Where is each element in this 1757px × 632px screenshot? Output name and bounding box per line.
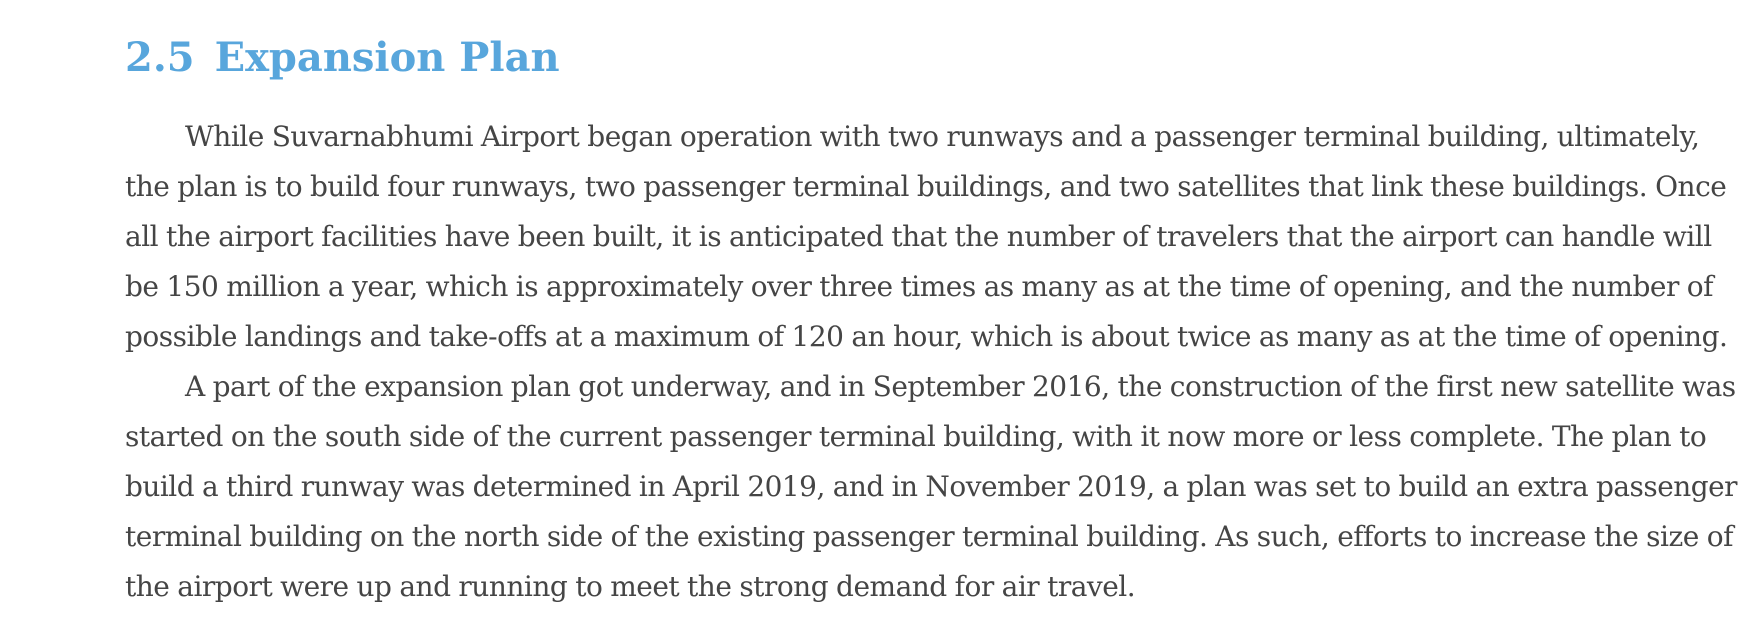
paragraph-line: the airport were up and running to meet the strong demand for air travel. [125, 570, 1136, 603]
section-heading [125, 28, 560, 88]
paragraph-line: terminal building on the north side of the existing passenger terminal building. As such, efforts to increase the size of [125, 520, 1733, 553]
section-number: 2.5 [125, 34, 195, 81]
paragraph-line: started on the south side of the current passenger terminal building, with it now more or less complete. The plan to [125, 420, 1707, 453]
paragraph-line: the plan is to build four runways, two passenger terminal buildings, and two satellites that link these buildings. Once [125, 170, 1727, 203]
paragraph-line: build a third runway was determined in April 2019, and in November 2019, a plan was set to build an extra passenger [125, 470, 1737, 503]
paragraph-2 [125, 362, 1741, 612]
paragraph-line: possible landings and take-offs at a maximum of 120 an hour, which is about twice as many as at the time of opening. [125, 320, 1728, 353]
paragraph-1 [125, 112, 1727, 362]
paragraph-line: While Suvarnabhumi Airport began operation with two runways and a passenger terminal building, ultimately, [185, 120, 1700, 153]
section-title: Expansion Plan [214, 34, 560, 81]
paragraph-line: be 150 million a year, which is approximately over three times as many as at the time of opening, and the number of [125, 270, 1713, 303]
paragraph-line: A part of the expansion plan got underway, and in September 2016, the construction of the first new satellite was [185, 370, 1736, 403]
paragraph-line: all the airport facilities have been built, it is anticipated that the number of travelers that the airport can handle will [125, 220, 1712, 253]
